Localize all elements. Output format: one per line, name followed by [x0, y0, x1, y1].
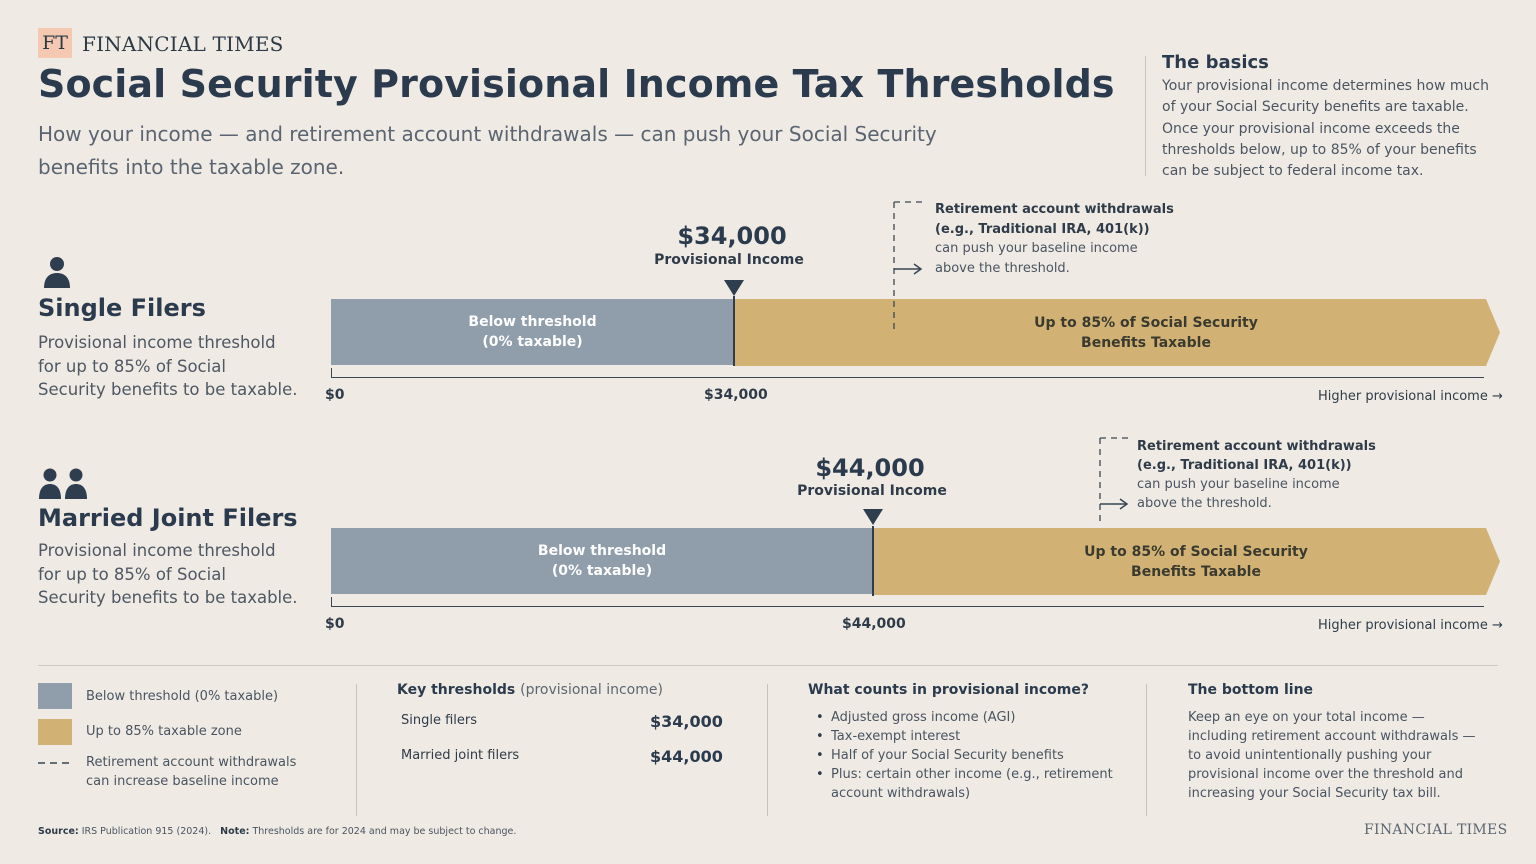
legend-withdrawals-label [86, 753, 296, 791]
married-axis-end-label: Higher provisional income → [1318, 618, 1503, 633]
basics-title: The basics [1162, 52, 1269, 73]
bottom-line-title: The bottom line [1188, 682, 1314, 698]
key-thresholds-title-main: Key thresholds [397, 682, 516, 698]
married-note-text-1: can push your baseline income [1137, 477, 1340, 492]
single-gold-label-2: Benefits Taxable [1081, 335, 1211, 351]
married-gold-label-2: Benefits Taxable [1131, 564, 1261, 580]
note-text: Thresholds are for 2024 and may be subject to change. [252, 826, 517, 837]
married-filers-desc: Provisional income threshold for up to 85% of Social Security benefits to be taxable. [38, 541, 298, 607]
single-person-icon [42, 255, 72, 293]
single-gray-label-2: (0% taxable) [482, 334, 583, 350]
list-item: • Adjusted gross income (AGI) [809, 708, 1119, 727]
bottom-line-text: Keep an eye on your total income — including retirement account withdrawals — to avoid unintentionally pushing your provisional income over the threshold and increasing your Social Security tax bill. [1188, 710, 1476, 801]
footer-column-divider-1 [356, 684, 357, 816]
single-filers-desc: Provisional income threshold for up to 85% of Social Security benefits to be taxable. [38, 333, 298, 399]
source-note [38, 826, 516, 837]
legend-taxable-label: Up to 85% taxable zone [86, 724, 242, 739]
source-text: IRS Publication 915 (2024). [81, 826, 212, 837]
source-label: Source: [38, 826, 79, 837]
married-axis-threshold-label: $44,000 [842, 616, 906, 632]
what-counts-title: What counts in provisional income? [808, 682, 1090, 698]
couple-icon [38, 466, 90, 504]
page-subtitle: How your income — and retirement account withdrawals — can push your Social Security benefits into the taxable zone. [38, 122, 937, 179]
footer-divider [38, 665, 1498, 666]
single-note-text-1: can push your baseline income [935, 241, 1138, 256]
legend-dashed-line-icon [38, 758, 74, 768]
married-below-threshold-zone [331, 528, 873, 594]
married-withdrawal-dashed-bracket [1096, 434, 1136, 526]
married-gray-label-1: Below threshold [537, 543, 667, 559]
key-threshold-label-married: Married joint filers [401, 748, 520, 763]
married-note-bold-1: Retirement account withdrawals [1137, 439, 1376, 454]
key-thresholds-title-light: (provisional income) [520, 682, 663, 698]
married-axis [331, 606, 1484, 607]
married-withdrawal-note [1137, 437, 1377, 513]
key-thresholds-title [397, 682, 663, 698]
single-withdrawal-dashed-bracket [890, 198, 930, 334]
single-threshold-line [733, 296, 735, 366]
single-threshold-amount: $34,000 [677, 222, 787, 250]
legend-withdrawals-line-1: Retirement account withdrawals [86, 755, 297, 770]
single-gold-label-1: Up to 85% of Social Security [1034, 315, 1258, 331]
married-threshold-sub: Provisional Income [797, 483, 947, 499]
list-item: • Tax-exempt interest [809, 727, 1119, 746]
single-axis-threshold-label: $34,000 [704, 387, 768, 403]
married-threshold-marker-icon [863, 509, 883, 525]
key-threshold-value-single: $34,000 [650, 712, 723, 731]
single-axis-tick-start [331, 368, 332, 378]
key-threshold-value-married: $44,000 [650, 747, 723, 766]
legend-below-label: Below threshold (0% taxable) [86, 689, 279, 704]
legend-swatch-below [38, 683, 72, 709]
single-axis-start-label: $0 [325, 387, 345, 403]
key-threshold-label-single: Single filers [401, 713, 478, 728]
footer-column-divider-2 [767, 684, 768, 816]
single-filers-title: Single Filers [38, 294, 206, 322]
married-axis-start-label: $0 [325, 616, 345, 632]
married-axis-tick-start [331, 597, 332, 607]
single-note-bold-2: (e.g., Traditional IRA, 401(k)) [935, 221, 1150, 237]
ft-logo: FT [38, 28, 72, 58]
list-item: • Half of your Social Security benefits [809, 746, 1119, 765]
page-title: Social Security Provisional Income Tax Thresholds [38, 62, 1115, 106]
what-counts-list [809, 708, 1119, 803]
note-label: Note: [220, 826, 250, 837]
married-gold-label-1: Up to 85% of Social Security [1084, 544, 1308, 560]
single-threshold-marker-icon [724, 280, 744, 296]
legend-withdrawals-line-2: can increase baseline income [86, 774, 279, 789]
married-threshold-line [872, 526, 874, 596]
footer-brand: FINANCIAL TIMES [1364, 822, 1508, 838]
basics-text: Your provisional income determines how much of your Social Security benefits are taxable. Once your provisional income exceeds the thresholds below, up to 85% of your benefits can be subject to federal income tax. [1162, 78, 1489, 180]
married-note-text-2: above the threshold. [1137, 496, 1272, 511]
single-axis [331, 377, 1484, 378]
married-threshold-amount: $44,000 [815, 454, 925, 482]
single-threshold-sub: Provisional Income [654, 252, 804, 268]
married-gray-label-2: (0% taxable) [551, 563, 653, 579]
list-item: • Plus: certain other income (e.g., retirement account withdrawals) [809, 765, 1119, 803]
single-note-text-2: above the threshold. [935, 260, 1070, 276]
married-filers-title: Married Joint Filers [38, 504, 298, 532]
basics-divider [1145, 56, 1146, 176]
brand-name: FINANCIAL TIMES [82, 32, 284, 56]
single-axis-end-label: Higher provisional income → [1318, 389, 1503, 404]
legend-swatch-taxable [38, 719, 72, 745]
married-note-bold-2: (e.g., Traditional IRA, 401(k)) [1137, 458, 1352, 473]
single-gold-label [970, 313, 1322, 353]
single-note-bold-1: Retirement account withdrawals [935, 202, 1174, 217]
single-withdrawal-note [935, 200, 1175, 278]
single-gray-label-1: Below threshold [468, 314, 597, 330]
single-below-threshold-zone [331, 299, 734, 365]
footer-column-divider-3 [1146, 684, 1147, 816]
married-gold-label [1020, 542, 1372, 582]
